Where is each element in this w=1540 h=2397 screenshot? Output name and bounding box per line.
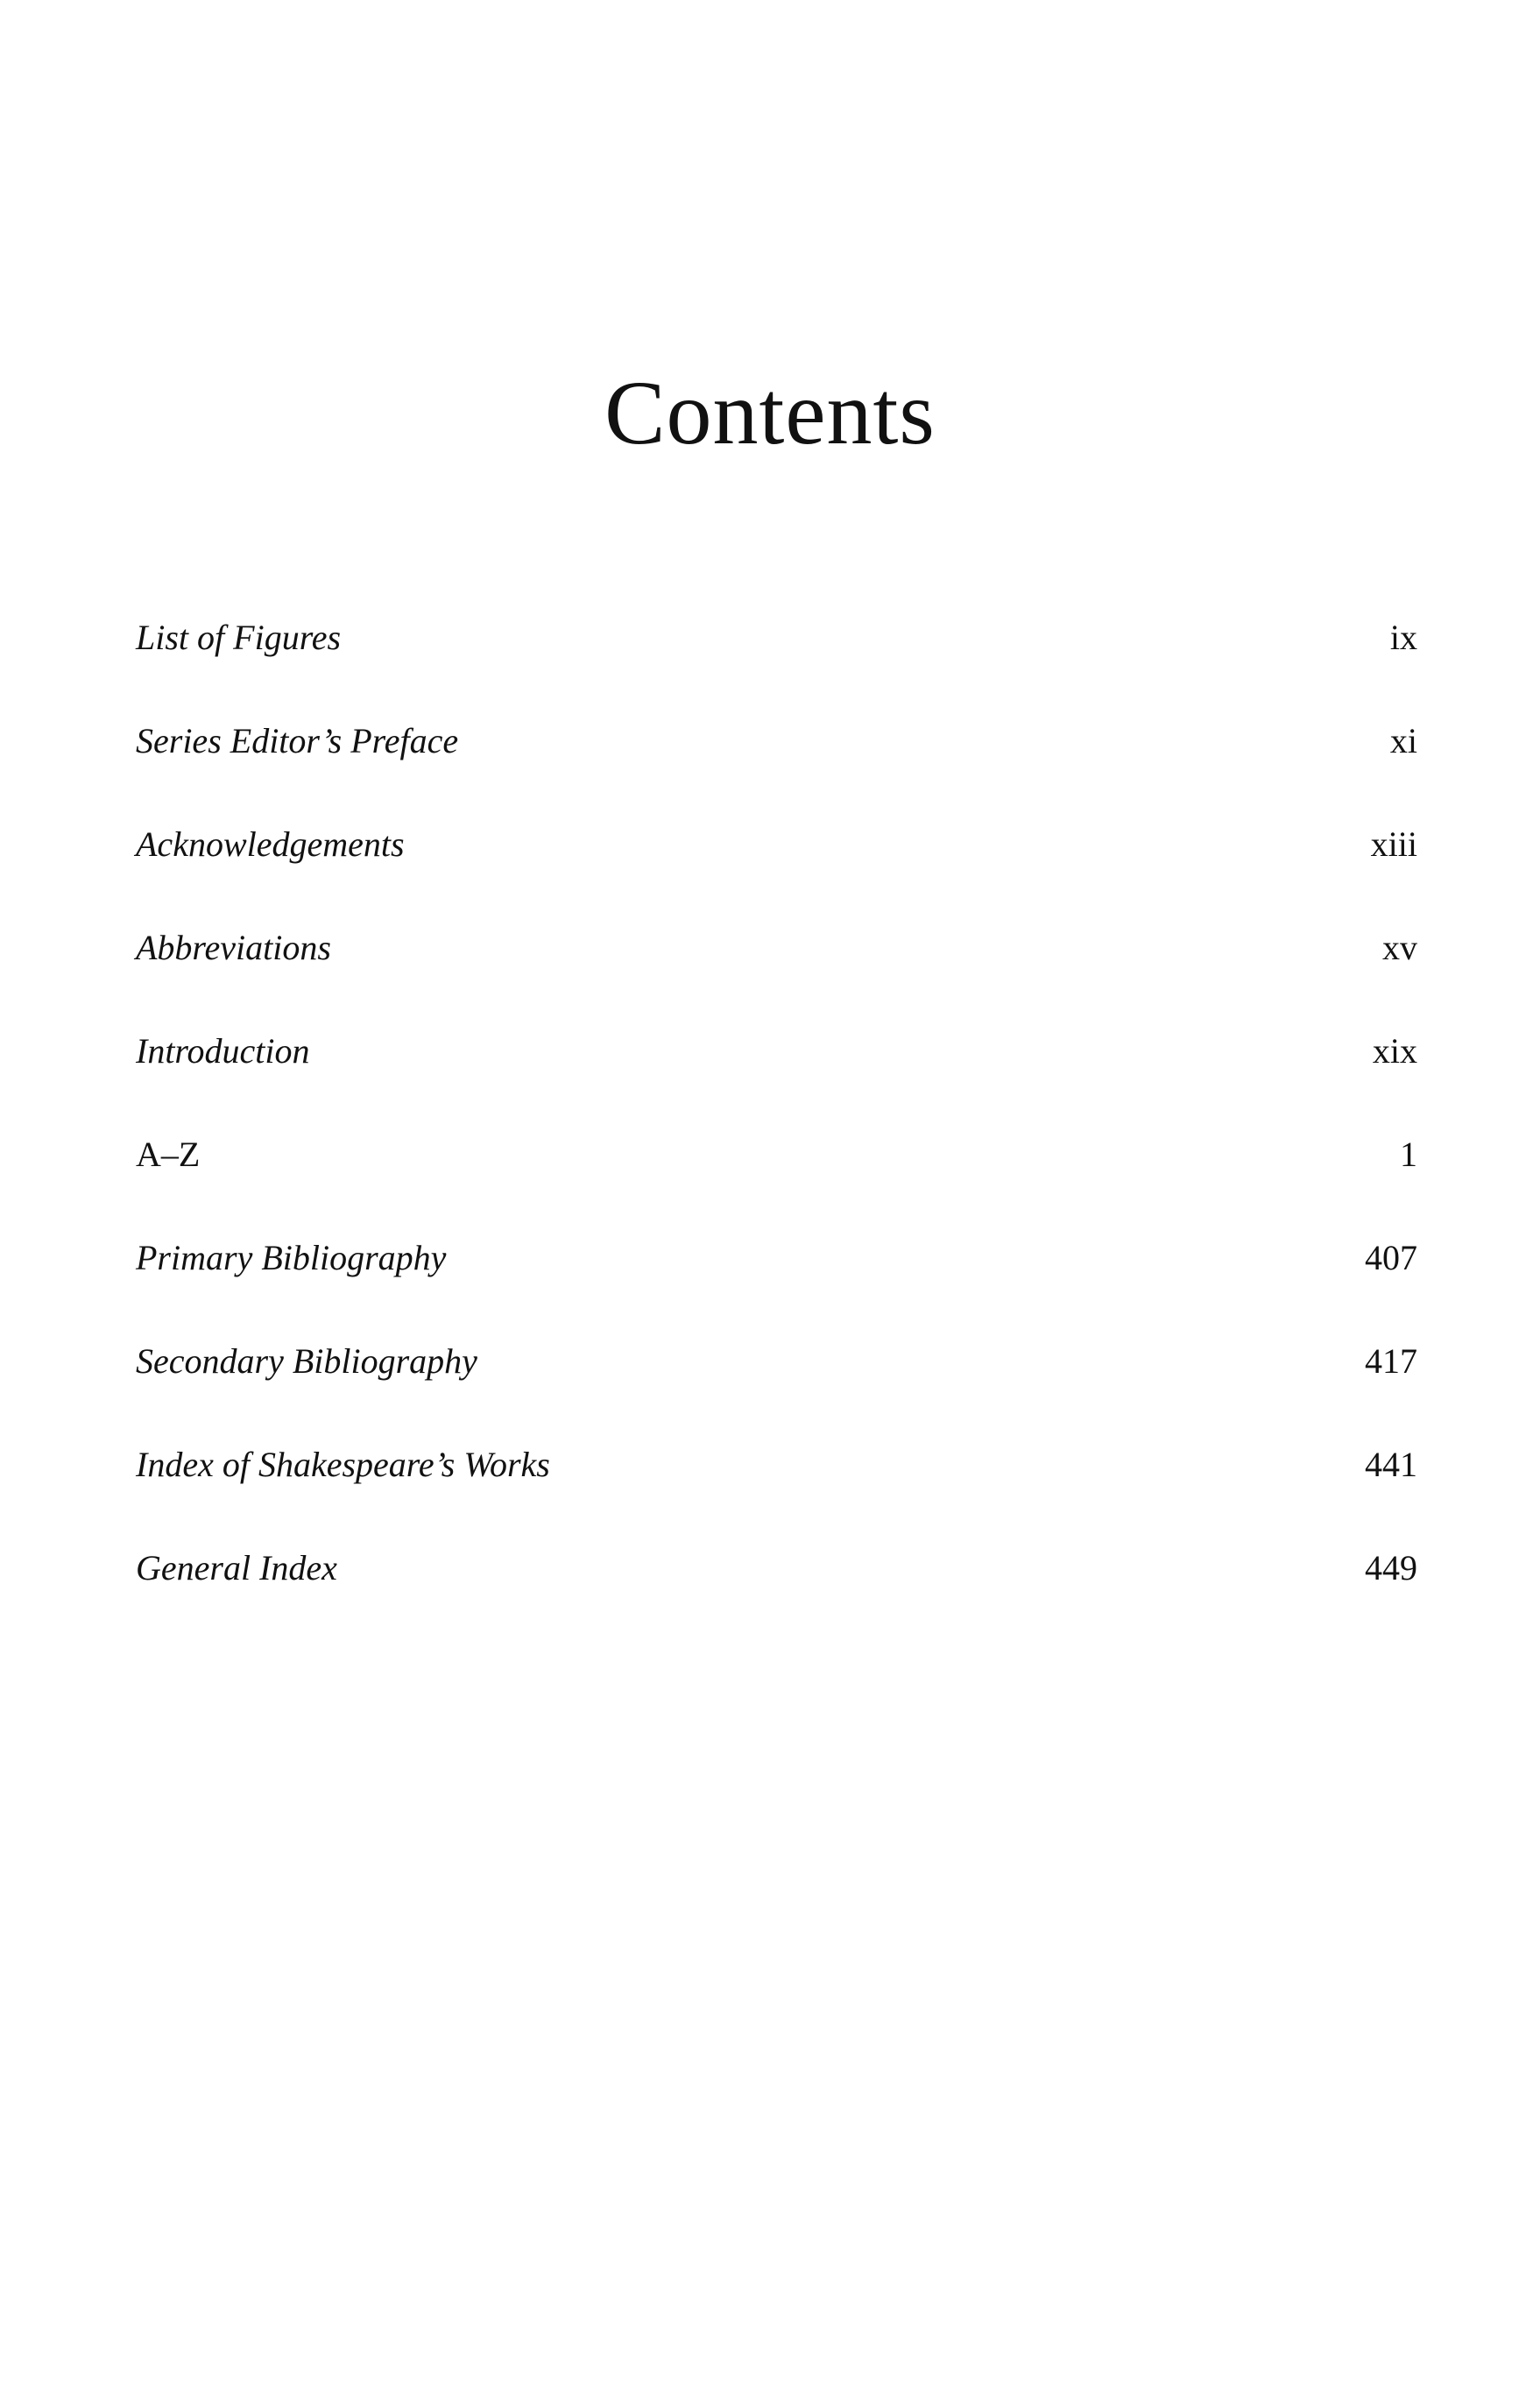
toc-entry-page-number: xi [1389,721,1417,760]
toc-entry-label: General Index [136,1548,337,1587]
toc-entry-label: Abbreviations [136,928,331,967]
toc-entry-page-number: 1 [1400,1135,1417,1174]
toc-entry-acknowledgements[interactable] [136,811,1417,915]
toc-entry-list-of-figures[interactable] [136,605,1417,708]
toc-entry-label: Index of Shakespeare’s Works [136,1445,550,1484]
toc-entry-label: Introduction [136,1031,310,1071]
toc-entry-page-number: 407 [1365,1238,1417,1277]
toc-entry-page-number: xix [1372,1031,1417,1071]
toc-entry-abbreviations[interactable] [136,915,1417,1018]
toc-entry-page-number: ix [1389,618,1417,657]
toc-entry-primary-bibliography[interactable] [136,1225,1417,1328]
toc-entry-label: A–Z [136,1135,201,1174]
toc-entry-page-number: xv [1382,928,1417,967]
toc-entry-label: Acknowledgements [136,824,405,864]
toc-entry-page-number: 441 [1365,1445,1417,1484]
toc-entry-index-of-shakespeares-works[interactable] [136,1432,1417,1535]
toc-entry-introduction[interactable] [136,1018,1417,1121]
toc-entry-page-number: 449 [1365,1548,1417,1587]
page-title: Contents [604,363,936,463]
table-of-contents [136,605,1417,1638]
toc-entry-series-editors-preface[interactable] [136,708,1417,811]
toc-entry-secondary-bibliography[interactable] [136,1328,1417,1432]
toc-entry-label: List of Figures [136,618,342,657]
toc-entry-label: Primary Bibliography [136,1238,447,1277]
toc-entry-label: Series Editor’s Preface [136,721,459,760]
toc-entry-general-index[interactable] [136,1535,1417,1638]
toc-entry-page-number: xiii [1370,824,1417,864]
toc-entry-page-number: 417 [1365,1341,1417,1381]
toc-entry-a-z[interactable] [136,1121,1417,1225]
toc-entry-label: Secondary Bibliography [136,1341,477,1381]
